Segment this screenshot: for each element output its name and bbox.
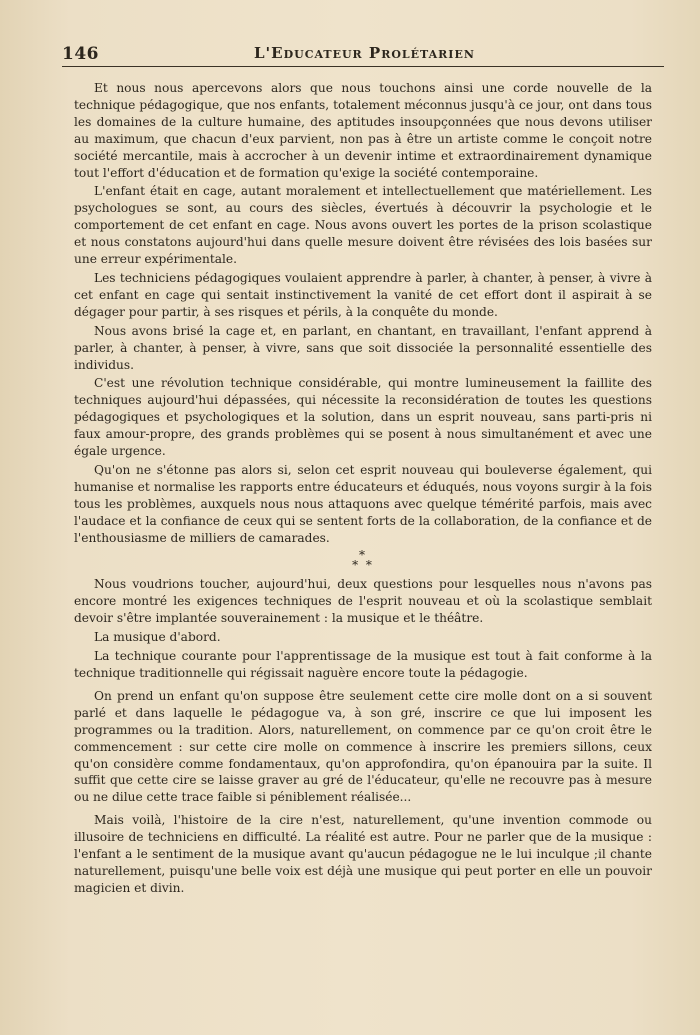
- paragraph: La technique courante pour l'apprentissage de la musique est tout à fait conforme à la technique traditionnelle qui régissait naguère encore toute la pédagogie.: [74, 649, 652, 680]
- paragraph: Mais voilà, l'histoire de la cire n'est, naturellement, qu'une invention commode ou illusoire de techniciens en difficulté. La réalité est autre. Pour ne parler que de la musique : l'enfant a le sentiment de la musique avant qu'aucun pédagogue ne le lui inculque ;il chante naturellement, puisqu'une belle voix est déjà une musique qui peut porter en elle un pouvoir magicien et divin.: [74, 813, 652, 895]
- journal-title: L'Educateur Prolétarien: [254, 44, 475, 62]
- paragraph: La musique d'abord.: [94, 630, 221, 645]
- paragraph: C'est une révolution technique considérable, qui montre lumineusement la faillite des techniques aujourd'hui dépassées, qui nécessite la reconsidération de toutes les questions pédagogiques et psychologiques et la solution, dans un esprit nouveau, sans parti-pris ni faux amour-propre, des grands problèmes qui se posent à nous simultanément et avec une égale urgence.: [74, 376, 652, 459]
- paragraph: L'enfant était en cage, autant moralement et intellectuellement que matériellement. Les psychologues se sont, au cours des siècles, évertués à découvrir la psychologie et le comportement de cet enfant en cage. Nous avons ouvert les portes de la prison scolastique et nous constatons aujourd'hui dans quelle mesure doivent être révisées des lois basées sur une erreur expérimentale.: [74, 184, 652, 267]
- page-number: 146: [62, 44, 99, 64]
- paragraph: Nous avons brisé la cage et, en parlant, en chantant, en travaillant, l'enfant apprend à parler, à chanter, à penser, à vivre, sans que soit dissociée la personnalité essentielle des individus.: [74, 323, 652, 372]
- paragraph: On prend un enfant qu'on suppose être seulement cette cire molle dont on a si souvent parlé et dans laquelle le pédagogue va, à son gré, inscrire ce que lui imposent les programmes ou la tradition. Alors, naturellement, on commence par ce qu'on croit être le commencement : sur cette cire molle on commence à inscrire les premiers sillons, ceux qu'on considère comme fondamentaux, qu'on approfondira, qu'on épanouira par la suite. Il suffit que cette cire se laisse graver au gré de l'éducateur, qu'elle ne recouvre pas à mesure ou ne dilue cette trace faible si péniblement réalisée...: [74, 688, 652, 805]
- separator-asterisks: * * *: [352, 548, 374, 573]
- paragraph: Les techniciens pédagogiques voulaient apprendre à parler, à chanter, à penser, à vivre à cet enfant en cage qui sentait instinctivement la vanité de cet effort dont il aspirait à se dégager pour partir, à ses risques et périls, à la conquête du monde.: [74, 270, 652, 319]
- paragraph: Et nous nous apercevons alors que nous touchons ainsi une corde nouvelle de la technique pédagogique, que nos enfants, totalement méconnus jusqu'à ce jour, ont dans tous les domaines de la culture humaine, des aptitudes insoupçonnées que nous devons utiliser au maximum, que chacun d'eux parvient, non pas à être un artiste comme le conçoit notre société mercantile, mais à accrocher à un devenir intime et extraordinairement dynamique tout l'effort d'éducation et de formation qu'exige la société contemporaine.: [74, 81, 652, 180]
- running-header: [62, 42, 664, 67]
- paragraph: Qu'on ne s'étonne pas alors si, selon cet esprit nouveau qui bouleverse également, qui humanise et normalise les rapports entre éducateurs et éduqués, nous voyons surgir à la fois tous les problèmes, auxquels nous nous attaquons avec quelque témérité parfois, mais avec l'audace et la confiance de ceux qui se sentent forts de la collaboration, de la confiance et de l'enthousiasme de milliers de camarades.: [74, 462, 652, 545]
- paragraph: Nous voudrions toucher, aujourd'hui, deux questions pour lesquelles nous n'avons pas encore montré les exigences techniques de l'esprit nouveau et où la scolastique semblait devoir s'être implantée souverainement : la musique et le théâtre.: [74, 577, 652, 626]
- section-separator: [74, 548, 652, 573]
- article-body: [74, 80, 652, 899]
